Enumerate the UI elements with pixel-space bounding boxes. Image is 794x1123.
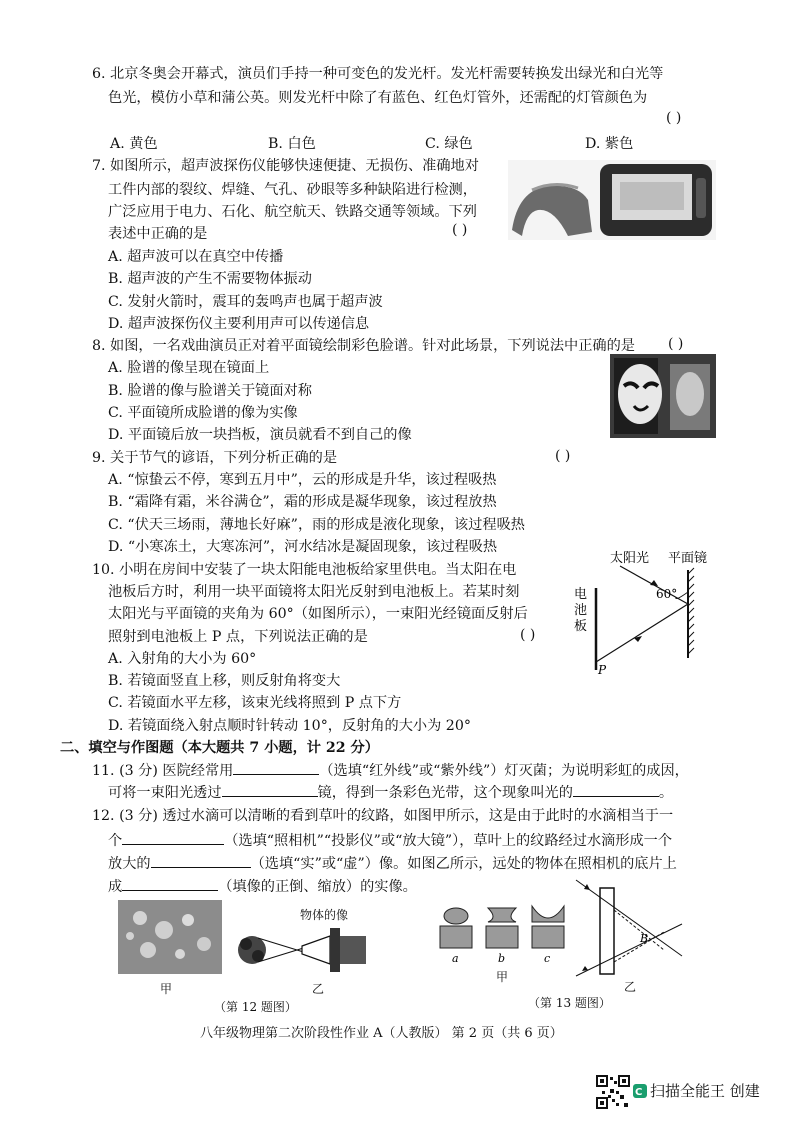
lens-c-label: c bbox=[544, 952, 551, 964]
q7-line4: 表述中正确的是 bbox=[108, 226, 208, 242]
section2-heading: 二、填空与作图题（本大题共 7 小题，计 22 分） bbox=[60, 740, 379, 756]
q8-option-a: A. 脸谱的像呈现在镜面上 bbox=[108, 360, 270, 376]
q10-answer-paren: ( ) bbox=[520, 627, 536, 643]
q6-option-b: B. 白色 bbox=[268, 136, 316, 152]
fig12-image-label: 物体的像 bbox=[300, 908, 349, 922]
ultrasonic-detector-photo bbox=[508, 160, 716, 240]
q6-answer-paren: ( ) bbox=[666, 110, 682, 126]
q10-point-p-label: P bbox=[598, 663, 607, 677]
svg-text:C: C bbox=[635, 1087, 643, 1098]
q10-angle-label: 60° bbox=[656, 587, 678, 601]
q11-blank-2[interactable] bbox=[222, 782, 318, 797]
lens-c-top bbox=[532, 906, 564, 922]
fig13-point-b: B bbox=[640, 932, 649, 945]
lens-c-base bbox=[532, 926, 564, 948]
q12-blank-2[interactable] bbox=[151, 853, 251, 868]
fig13-label-jia: 甲 bbox=[496, 970, 509, 984]
q10-sun-label: 太阳光 bbox=[610, 551, 650, 566]
q12-line1: 12. (3 分) 透过水滴可以清晰的看到草叶的纹路，如图甲所示，这是由于此时的水滴相当于一 bbox=[92, 808, 674, 824]
q7-line3: 广泛应用于电力、石化、航空航天、铁路交通等领域。下列 bbox=[108, 204, 477, 220]
q9-answer-paren: ( ) bbox=[555, 448, 571, 464]
q7-line2: 工件内部的裂纹、焊缝、气孔、砂眼等多种缺陷进行检测， bbox=[108, 182, 477, 198]
q12-line4 bbox=[108, 876, 417, 897]
q10-mirror-label: 平面镜 bbox=[668, 551, 708, 566]
q8-line1: 8. 如图，一名戏曲演员正对着平面镜绘制彩色脸谱。针对此场景，下列说法中正确的是 bbox=[92, 338, 635, 354]
q11-line2 bbox=[108, 782, 673, 803]
q6-line2: 色光，模仿小草和蒲公英。则发光杆中除了有蓝色、红色灯管外，还需配的灯管颜色为 bbox=[108, 90, 648, 106]
lens-b-label: b bbox=[498, 952, 506, 964]
fig12-label-jia: 甲 bbox=[160, 982, 173, 996]
lens-set-diagram bbox=[436, 900, 570, 964]
q6-option-c: C. 绿色 bbox=[425, 136, 473, 152]
camscanner-watermark: 扫描全能王 创建 bbox=[650, 1082, 760, 1100]
q12-text-5: （选填“实”或“虚”）像。如图乙所示，远处的物体在照相机的底片上 bbox=[250, 856, 677, 872]
q11-text-5: 。 bbox=[658, 785, 674, 801]
q10-option-a: A. 入射角的大小为 60° bbox=[108, 651, 257, 667]
q7-option-b: B. 超声波的产生不需要物体振动 bbox=[108, 271, 312, 287]
q10-option-d: D. 若镜面绕入射点顺时针转动 10°，反射角的大小为 20° bbox=[108, 718, 471, 734]
q10-reflection-figure bbox=[570, 548, 720, 678]
q12-line2 bbox=[108, 830, 672, 851]
water-drop-photo bbox=[118, 900, 222, 974]
q11-text-4: 镜，得到一条彩色光带，这个现象叫光的 bbox=[317, 785, 573, 801]
q6-option-d: D. 紫色 bbox=[585, 136, 634, 152]
q7-option-d: D. 超声波探伤仪主要利用声可以传递信息 bbox=[108, 316, 370, 332]
q8-option-b: B. 脸谱的像与脸谱关于镜面对称 bbox=[108, 383, 312, 399]
fig12-label-yi: 乙 bbox=[312, 982, 325, 996]
q8-answer-paren: ( ) bbox=[668, 336, 684, 352]
q10-line3: 太阳光与平面镜的夹角为 60°（如图所示），一束阳光经镜面反射后 bbox=[108, 606, 528, 622]
q10-line1: 10. 小明在房间中安装了一块太阳能电池板给家里供电。当太阳在电 bbox=[92, 562, 517, 578]
q11-line1 bbox=[92, 760, 689, 781]
fig13-caption: （第 13 题图） bbox=[528, 996, 611, 1010]
fig13-label-yi: 乙 bbox=[624, 980, 637, 994]
q10-panel-char2: 池 bbox=[574, 603, 588, 618]
page-footer: 八年级物理第二次阶段性作业 A（人教版） 第 2 页（共 6 页） bbox=[200, 1026, 563, 1041]
camera-body bbox=[330, 928, 340, 972]
q9-option-c: C. “伏天三场雨，薄地长好麻”，雨的形成是液化现象，该过程吸热 bbox=[108, 517, 525, 533]
q12-line3 bbox=[108, 853, 677, 874]
opera-mirror-photo bbox=[610, 354, 716, 438]
q7-answer-paren: ( ) bbox=[452, 222, 468, 238]
q9-option-d: D. “小寒冻土，大寒冻河”，河水结冰是凝固现象，该过程吸热 bbox=[108, 539, 498, 555]
painted-face bbox=[618, 364, 662, 424]
q12-blank-1[interactable] bbox=[122, 830, 224, 845]
q8-option-d: D. 平面镜后放一块挡板，演员就看不到自己的像 bbox=[108, 427, 412, 443]
q10-panel-char1: 电 bbox=[574, 587, 588, 602]
q12-text-3: （选填“照相机”“投影仪”或“放大镜”），草叶上的纹路经过水滴形成一个 bbox=[224, 833, 673, 849]
reflected-ray bbox=[596, 604, 688, 662]
q12-text-7: （填像的正倒、缩放）的实像。 bbox=[218, 879, 417, 895]
q8-option-c: C. 平面镜所成脸谱的像为实像 bbox=[108, 405, 298, 421]
q11-blank-1[interactable] bbox=[233, 760, 319, 775]
q7-option-a: A. 超声波可以在真空中传播 bbox=[108, 249, 284, 265]
q9-option-a: A. “惊蛰云不停，寒到五月中”，云的形成是升华，该过程吸热 bbox=[108, 472, 497, 488]
q12-text-2: 个 bbox=[108, 833, 123, 849]
q6-option-a: A. 黄色 bbox=[110, 136, 158, 152]
camera-diagram bbox=[232, 918, 382, 978]
q7-line1: 7. 如图所示，超声波探伤仪能够快速便捷、无损伤、准确地对 bbox=[92, 158, 479, 174]
camera-lens-cone bbox=[302, 936, 330, 964]
q12-text-6: 成 bbox=[108, 879, 123, 895]
q10-line4: 照射到电池板上 P 点，下列说法正确的是 bbox=[108, 629, 368, 645]
q7-option-c: C. 发射火箭时，震耳的轰鸣声也属于超声波 bbox=[108, 294, 383, 310]
q10-panel-char3: 板 bbox=[574, 619, 588, 634]
q11-text-1: 11. (3 分) 医院经常用 bbox=[92, 763, 234, 779]
camscanner-logo-icon bbox=[632, 1083, 648, 1099]
q10-option-c: C. 若镜面水平左移，该束光线将照到 P 点下方 bbox=[108, 695, 402, 711]
q9-line1: 9. 关于节气的谚语，下列分析正确的是 bbox=[92, 450, 338, 466]
q10-line2: 池板后方时，利用一块平面镜将太阳光反射到电池板上。若某时刻 bbox=[108, 584, 520, 600]
lens-a-label: a bbox=[452, 952, 459, 964]
lens-a-top bbox=[444, 908, 468, 924]
lens-b-base bbox=[486, 926, 518, 948]
camera-film bbox=[340, 936, 366, 964]
q11-blank-3[interactable] bbox=[573, 782, 659, 797]
q11-text-2: （选填“红外线”或“紫外线”）灯灭菌；为说明彩虹的成因， bbox=[319, 763, 689, 779]
q12-text-4: 放大的 bbox=[108, 856, 151, 872]
fig12-caption: （第 12 题图） bbox=[214, 1000, 297, 1014]
lens-b-top bbox=[488, 908, 516, 922]
q10-option-b: B. 若镜面竖直上移，则反射角将变大 bbox=[108, 673, 341, 689]
lens-a-base bbox=[440, 926, 472, 948]
q9-option-b: B. “霜降有霜，米谷满仓”，霜的形成是凝华现象，该过程放热 bbox=[108, 494, 497, 510]
q6-line1: 6. 北京冬奥会开幕式，演员们手持一种可变色的发光杆。发光杆需要转换发出绿光和白光等 bbox=[92, 66, 664, 82]
q11-text-3: 可将一束阳光透过 bbox=[108, 785, 222, 801]
ray-diagram bbox=[572, 876, 686, 980]
qr-code-icon bbox=[596, 1075, 630, 1109]
q12-blank-3[interactable] bbox=[122, 876, 218, 891]
